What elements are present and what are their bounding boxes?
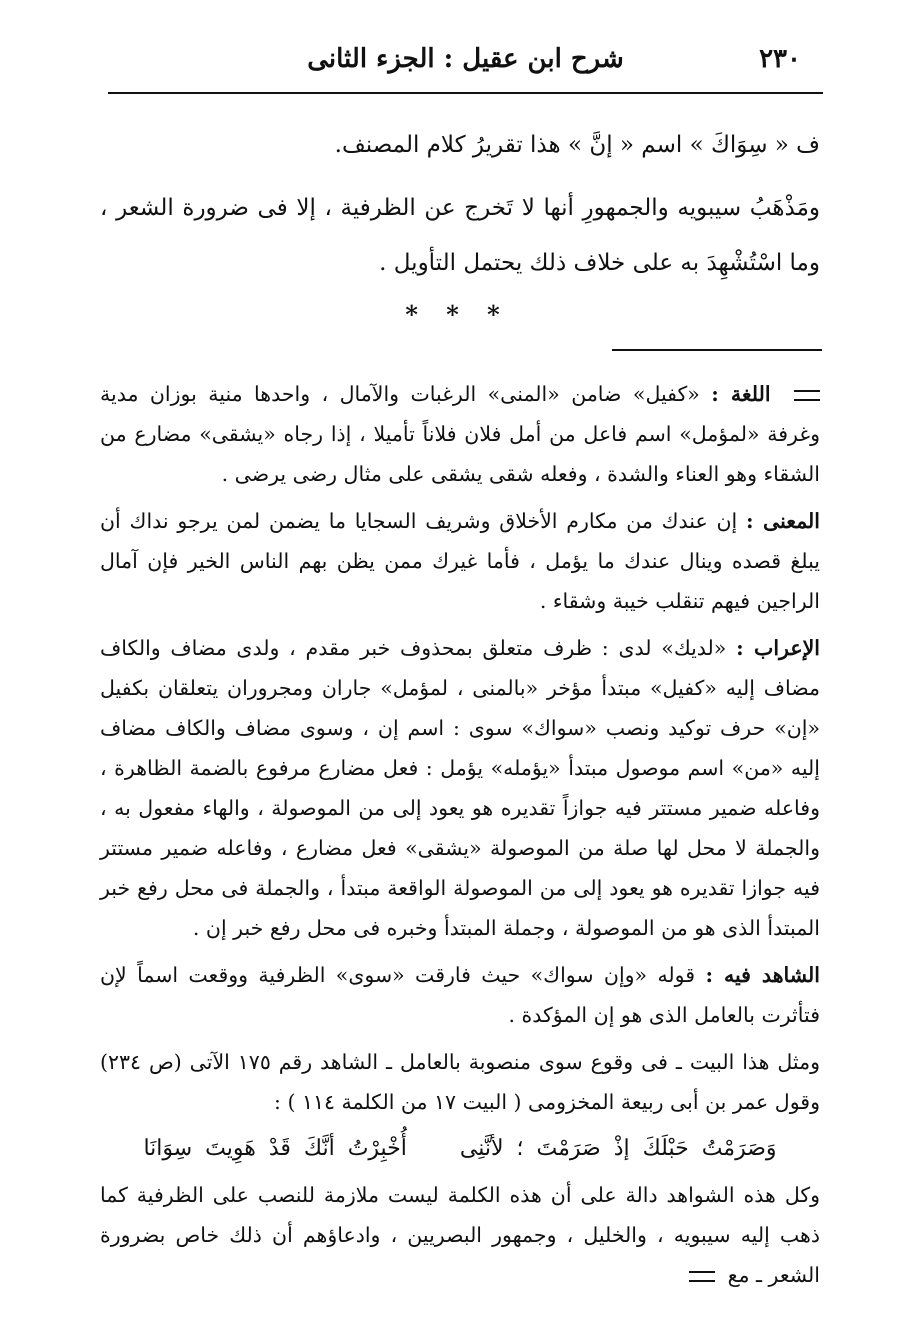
note-irab-text: «لديك» لدى : ظرف متعلق بمحذوف خبر مقدم ، ولدى مضاف والكاف مضاف إليه «كفيل» مبتدأ مؤخر «بالمنى ، لمؤمل» جاران ومجروران يتعلقان بكفيل «إن» حرف توكيد ونصب «سواك» سوى : اسم إن ، وسوى مضاف والكاف مضاف إليه «من» اسم موصول مبتدأ «يؤمله» يؤمل : فعل مضارع مرفوع بالضمة الظاهرة ، وفاعله ضمير مستتر فيه جوازاً تقديره هو يعود إلى من الموصولة ، والهاء مفعول به ، والجملة لا محل لها صلة من الموصولة «يشقى» فعل مضارع ، وفاعله ضمير مستتر فيه جوازا تقديره هو يعود إلى من الموصولة الواقعة مبتدأ ، والجملة فى محل رفع خبر المبتدأ الذى هو من الموصولة ، وجملة المبتدأ وخبره فى محل رفع خبر إن . <box>100 636 820 940</box>
verse-first-hemistich: وَصَرَمْتُ حَبْلَكَ إذْ صَرَمْتَ ؛ لأنَّنِى <box>459 1136 777 1161</box>
note-final-text: وكل هذه الشواهد دالة على أن هذه الكلمة ليست ملازمة للنصب على الظرفية كما ذهب إليه سيبويه ، والخليل ، وجمهور البصريين ، وادعاؤهم أن ذلك خاص بضرورة الشعر ـ مع <box>100 1183 820 1287</box>
continuation-marker-icon <box>689 1271 715 1282</box>
note-maana-label: المعنى : <box>746 509 820 533</box>
verse-second-hemistich: أُخْبِرْتُ أنَّكَ قَدْ هَوِيتَ سِوَانَا <box>143 1136 407 1161</box>
note-shahid-label: الشاهد فيه : <box>705 963 820 987</box>
note-irab-label: الإعراب : <box>736 636 820 660</box>
note-shahid <box>100 955 820 1035</box>
note-mithl: ومثل هذا البيت ـ فى وقوع سوى منصوبة بالعامل ـ الشاهد رقم ١٧٥ الآتى (ص ٢٣٤) وقول عمر بن أبى ربيعة المخزومى ( البيت ١٧ من الكلمة ١١٤ ) : <box>100 1050 820 1114</box>
page-number: ٢٣٠ <box>759 44 801 74</box>
note-final <box>100 1175 820 1295</box>
footnotes <box>100 374 820 1302</box>
main-paragraph-2: ومَذْهَبُ سيبويه والجمهورِ أنها لا تَخرج عن الظرفية ، إلا فى ضرورة الشعر ، وما اسْتُشْهِدَ به على خلاف ذلك يحتمل التأويل . <box>100 195 820 276</box>
note-lugha <box>100 374 820 494</box>
footnote-rule <box>612 349 822 351</box>
footnote-marker-icon <box>794 390 820 401</box>
note-irab <box>100 628 820 948</box>
note-maana-text: إن عندك من مكارم الأخلاق وشريف السجايا ما يضمن لمن يرجو نداك أن يبلغ قصده وينال عندك ما يؤمل ، فأما غيرك ممن يظن بهم الناس الخير فإن آمال الراجين فيهم تنقلب خيبة وشقاء . <box>100 509 820 613</box>
header-rule <box>108 92 823 94</box>
poetry-verse <box>100 1129 820 1169</box>
page-header <box>108 34 823 94</box>
main-paragraph-1: ف « سِوَاكَ » اسم « إنَّ » هذا تقريرُ كلام المصنف. <box>334 132 820 158</box>
note-shahid-text: قوله «وإن سواك» حيث فارقت «سوى» الظرفية ووقعت اسماً لإن فتأثرت بالعامل الذى هو إن المؤكدة . <box>100 963 820 1027</box>
main-text <box>100 118 820 291</box>
section-separator: * * * <box>405 300 510 329</box>
note-maana <box>100 501 820 621</box>
note-lugha-text: «كفيل» ضامن «المنى» الرغبات والآمال ، واحدها منية بوزان مدية وغرفة «لمؤمل» اسم فاعل من أمل فلان فلاناً تأميلا ، إذا رجاه «يشقى» مضارع من الشقاء وهو العناء والشدة ، وفعله شقى يشقى على مثال رضى يرضى . <box>100 382 820 486</box>
running-title: شرح ابن عقيل : الجزء الثانى <box>307 44 624 74</box>
note-lugha-label: اللغة : <box>711 382 771 406</box>
